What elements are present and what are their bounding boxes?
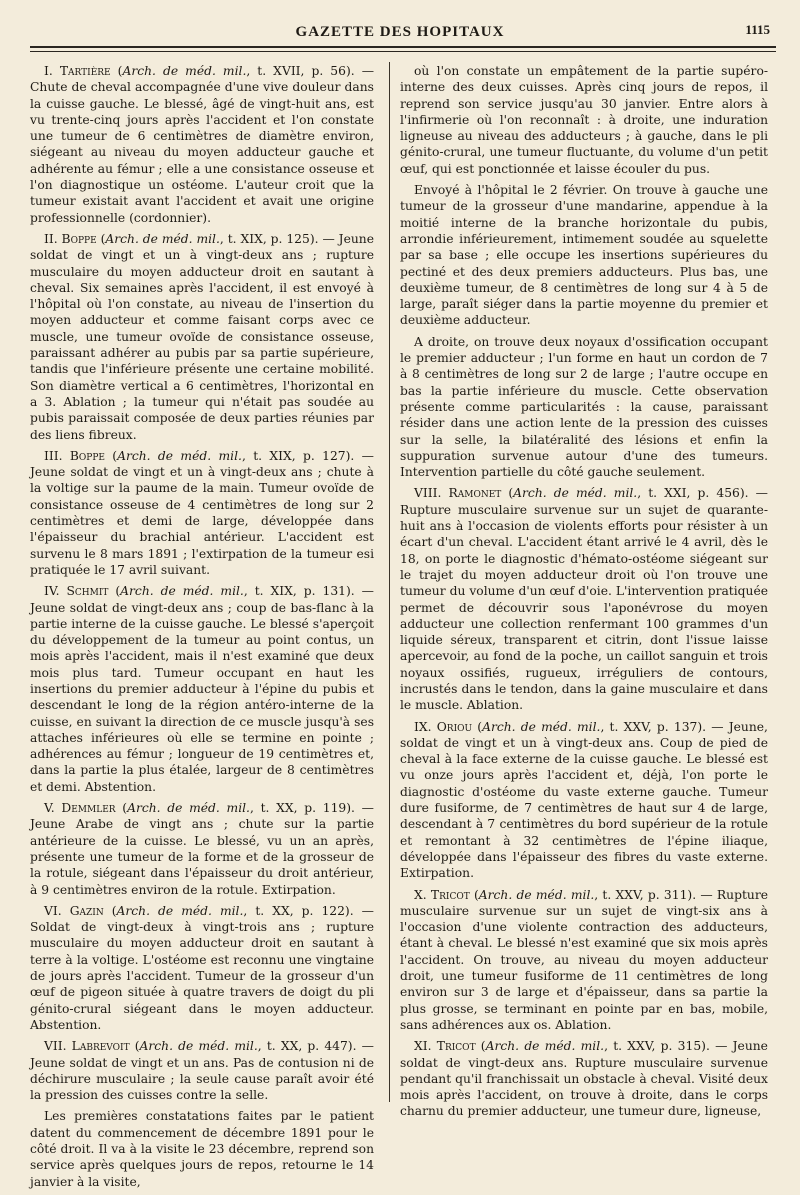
paragraph: IX. Oriou (Arch. de méd. mil., t. XXV, p. 137). — Jeune, soldat de vingt et un à vingt-deux ans. Coup de pied de cheval à la face externe de la cuisse gauche. Le blessé est vu onze jours après l'accident et, déjà, l'on porte le diagnostic d'ostéome du vaste externe gauche. Tumeur dure fusiforme, de 7 centimètres de haut sur 4 de large, descendant à 7 centimètres du bord supérieur de la rotule et remontant à 32 centimètres de l'épine iliaque, développée dans l'épaisseur des fibres du vaste externe. Extirpation.: [400, 719, 768, 881]
citation-volume: , t. XXI, p. 456).: [637, 486, 749, 501]
citation-volume: , t. XVII, p. 56).: [246, 64, 355, 78]
paragraph-text: Envoyé à l'hôpital le 2 février. On trouve à gauche une tumeur de la grosseur d'une mandarine, appendue à la moitié interne de la branche horizontale du pubis, arrondie inférieurement, intimement soudée au squelette par sa base ; elle occupe les insertions supérieures du pectiné et des deux premiers adducteurs. Plus bas, une deuxième tumeur, de 8 centimètres de long sur 4 à 5 de large, paraît siéger dans la partie moyenne du premier et deuxième adducteur.: [400, 183, 768, 328]
paragraph: XI. Tricot (Arch. de méd. mil., t. XXV, p. 315). — Jeune soldat de vingt-deux ans. Rupture musculaire survenue pendant qu'il franchissait un obstacle à cheval. Visité deux mois après l'accident, on trouve à droite, dans le corps charnu du premier adducteur, une tumeur dure, ligneuse,: [400, 1039, 768, 1119]
paragraph-text: — Rupture musculaire survenue sur un sujet de vingt-six ans à l'occasion d'une violente contraction des adducteurs, étant à cheval. Le blessé n'est examiné que six mois après l'accident. On trouve, au niveau du moyen adducteur droit, une tumeur fusiforme de 11 centimètres de long environ sur 3 de large et d'épaisseur, dans sa partie la plus grosse, se terminant en pointe par en bas, mobile, sans adhérences aux os. Ablation.: [400, 887, 768, 1032]
observation-number: IX.: [414, 719, 432, 734]
citation-source: Arch. de méd. mil.: [478, 887, 595, 902]
observation-number: VI.: [44, 903, 62, 918]
citation-source: Arch. de méd. mil.: [127, 801, 250, 816]
paragraph-text: — Jeune Arabe de vingt ans ; chute sur la partie antérieure de la cuisse. Le blessé, vu un an après, présente une tumeur de la forme et de la grosseur de la rotule, siégeant dans l'épaisseur du droit antérieur, à 9 centimètres environ de la rotule. Extirpation.: [30, 801, 374, 897]
observation-author: Demmler: [61, 801, 116, 816]
paragraph-text: — Jeune soldat de vingt-deux ans ; coup de bas-flanc à la partie interne de la cuisse gauche. Le blessé s'aperçoit du développement de la tumeur au point contus, un mois après l'accident, mais il n'est examiné que deux mois plus tard. Tumeur occupant en haut les insertions du premier adducteur à l'épine du pubis et descendant le long de la région antéro-interne de la cuisse, en suivant la direction de ce muscle jusqu'à ses attaches inférieures où elle se termine en pointe ; adhérences au fémur ; longueur de 19 centimètres et, dans la partie la plus étalée, largeur de 8 centimètres et demi. Abstention.: [30, 584, 374, 794]
paragraph-text: — Jeune, soldat de vingt et un à vingt-deux ans. Coup de pied de cheval à la face externe de la cuisse gauche. Le blessé est vu onze jours après l'accident et, déjà, l'on porte le diagnostic d'ostéome du vaste externe gauche. Tumeur dure fusiforme, de 7 centimètres de haut sur 4 de large, descendant à 7 centimètres du bord supérieur de la rotule et remontant à 32 centimètres de l'épine iliaque, développée dans l'épaisseur des fibres du vaste externe. Extirpation.: [400, 719, 768, 881]
left-column: [30, 63, 374, 1195]
citation-source: Arch. de méd. mil.: [513, 486, 638, 501]
citation-volume: , t. XIX, p. 131).: [243, 584, 355, 599]
paragraph-text: où l'on constate un empâtement de la partie supéro-interne des deux cuisses. Après cinq jours de repos, il reprend son service jusqu'au 30 janvier. Entre alors à l'infirmerie où l'on reconnaît : à droite, une induration ligneuse au niveau des adducteurs ; à gauche, dans le pli génito-crural, une tumeur fluctuante, du volume d'un petit œuf, qui est ponctionnée et laisse écouler du pus.: [400, 64, 768, 176]
observation-number: III.: [44, 448, 63, 463]
citation-volume: , t. XX, p. 447).: [257, 1039, 357, 1054]
paragraph: VI. Gazin (Arch. de méd. mil., t. XX, p. 122). — Soldat de vingt-deux à vingt-trois ans ; rupture musculaire du moyen adducteur droit en sautant à terre à la voltige. L'ostéome est reconnu une vingtaine de jours après l'accident. Tumeur de la grosseur d'un œuf de pigeon située à quatre travers de doigt du pli génito-crural siégeant dans le moyen adducteur. Abstention.: [30, 903, 374, 1032]
paragraph-text: — Jeune soldat de vingt-deux ans. Rupture musculaire survenue pendant qu'il franchissait un obstacle à cheval. Visité deux mois après l'accident, on trouve à droite, dans le corps charnu du premier adducteur, une tumeur dure, ligneuse,: [400, 1039, 768, 1119]
paragraph: [30, 1108, 374, 1189]
observation-author: Tricot: [430, 887, 470, 902]
paragraph: VII. Labrevoit (Arch. de méd. mil., t. XX, p. 447). — Jeune soldat de vingt et un ans. Pas de contusion ni de déchirure musculaire ; la seule cause paraît avoir été la pression des cuisses contre la selle.: [30, 1039, 374, 1103]
paragraph-text: — Rupture musculaire survenue sur un sujet de quarante-huit ans à l'occasion de violents efforts pour résister à un écart d'un cheval. L'accident étant arrivé le 4 avril, dès le 18, on porte le diagnostic d'hémato-ostéome siégeant sur le trajet du moyen adducteur droit où l'on trouve une tumeur du volume d'un œuf d'oie. L'intervention pratiquée permet de découvrir sous l'aponévrose du moyen adducteur une collection renfermant 100 grammes d'un liquide séreux, transparent et citrin, dont l'issue laisse apercevoir, au fond de la poche, un caillot sanguin et trois noyaux ossifiés, rugueux, irréguliers de contours, incrustés dans le tendon, dans la gaine musculaire et dans le muscle. Ablation.: [400, 486, 768, 713]
citation-volume: , t. XXV, p. 137).: [600, 719, 707, 734]
citation-source: Arch. de méd. mil.: [122, 64, 247, 78]
observation-number: II.: [44, 231, 58, 246]
citation-source: Arch. de méd. mil.: [485, 1039, 605, 1054]
paragraph: II. Boppe (Arch. de méd. mil., t. XIX, p. 125). — Jeune soldat de vingt et un à vingt-deux ans ; rupture musculaire du moyen adducteur droit en sautant à cheval. Six semaines après l'accident, il est envoyé à l'hôpital où l'on constate, au niveau de l'insertion du moyen adducteur et comme faisant corps avec ce muscle, une tumeur ovoïde de consistance osseuse, paraissant adhérer au pubis par sa partie supérieure, tandis que l'inférieure présente une certaine mobilité. Son diamètre vertical a 6 centimètres, l'horizontal en a 3. Ablation ; la tumeur qui n'était pas soudée au pubis paraissait composée de deux parties réunies par des liens fibreux.: [30, 231, 374, 442]
header-rule-thick: [30, 46, 776, 48]
observation-author: Labrevoit: [71, 1039, 130, 1054]
paragraph-text: — Jeune soldat de vingt et un à vingt-deux ans ; chute à la voltige sur la paume de la main. Tumeur ovoïde de consistance osseuse de 4 centimètres de long sur 2 centimètres et demi de large, développée dans l'épaisseur du brachial antérieur. L'accident est survenu le 8 mars 1891 ; l'extirpation de la tumeur esi pratiquée le 17 avril suivant.: [30, 448, 374, 577]
observation-number: IV.: [44, 584, 60, 599]
paragraph: VIII. Ramonet (Arch. de méd. mil., t. XXI, p. 456). — Rupture musculaire survenue sur un sujet de quarante-huit ans à l'occasion de violents efforts pour résister à un écart d'un cheval. L'accident étant arrivé le 4 avril, dès le 18, on porte le diagnostic d'hémato-ostéome siégeant sur le trajet du moyen adducteur droit où l'on trouve une tumeur du volume d'un œuf d'oie. L'intervention pratiquée permet de découvrir sous l'aponévrose du moyen adducteur une collection renfermant 100 grammes d'un liquide séreux, transparent et citrin, dont l'issue laisse apercevoir, au fond de la poche, un caillot sanguin et trois noyaux ossifiés, rugueux, irréguliers de contours, incrustés dans le tendon, dans la gaine musculaire et dans le muscle. Ablation.: [400, 486, 768, 713]
paragraph-text: — Chute de cheval accompagnée d'une vive douleur dans la cuisse gauche. Le blessé, âgé de vingt-huit ans, est vu trente-cinq jours après l'accident et l'on constate une tumeur de 6 centimètres de diamètre environ, siégeant au niveau du moyen adducteur gauche et adhérente au fémur ; elle a une consistance osseuse et l'on diagnostique un ostéome. L'auteur croit que la tumeur existait avant l'accident et avait une origine professionnelle (cordonnier).: [30, 64, 374, 225]
citation-volume: , t. XIX, p. 125).: [219, 231, 319, 246]
citation-volume: , t. XX, p. 119).: [249, 801, 355, 816]
observation-number: I.: [44, 64, 53, 78]
observation-author: Ramonet: [448, 486, 502, 501]
observation-number: V.: [44, 801, 55, 816]
paragraph: IV. Schmit (Arch. de méd. mil., t. XIX, p. 131). — Jeune soldat de vingt-deux ans ; coup de bas-flanc à la partie interne de la cuisse gauche. Le blessé s'aperçoit du développement de la tumeur au point contus, un mois après l'accident, mais il n'est examiné que deux mois plus tard. Tumeur occupant en haut les insertions du premier adducteur à l'épine du pubis et descendant le long de la région antéro-interne de la cuisse, en suivant la direction de ce muscle jusqu'à ses attaches inférieures où elle se termine en pointe ; adhérences au fémur ; longueur de 19 centimètres et, dans la partie la plus étalée, largeur de 8 centimètres et demi. Abstention.: [30, 584, 374, 794]
paragraph-text: Les premières constatations faites par le patient datent du commencement de décembre 1891 pour le côté droit. Il va à la visite le 23 décembre, reprend son service après quelques jours de repos, retourne le 14 janvier à la visite,: [30, 1109, 374, 1189]
observation-author: Tricot: [436, 1039, 476, 1054]
citation-volume: , t. XXV, p. 311).: [594, 887, 697, 902]
citation-volume: , t. XX, p. 122).: [243, 903, 354, 918]
citation-source: Arch. de méd. mil.: [120, 584, 244, 599]
observation-author: Oriou: [436, 719, 473, 734]
observation-number: X.: [414, 887, 427, 902]
observation-author: Schmit: [66, 584, 109, 599]
paragraph-text: — Soldat de vingt-deux à vingt-trois ans ; rupture musculaire du moyen adducteur droit en sautant à terre à la voltige. L'ostéome est reconnu une vingtaine de jours après l'accident. Tumeur de la grosseur d'un œuf de pigeon située à quatre travers de doigt du pli génito-crural siégeant dans le moyen adducteur. Abstention.: [30, 903, 374, 1032]
paragraph: V. Demmler (Arch. de méd. mil., t. XX, p. 119). — Jeune Arabe de vingt ans ; chute sur la partie antérieure de la cuisse. Le blessé, vu un an après, présente une tumeur de la forme et de la grosseur de la rotule, siégeant dans l'épaisseur du droit antérieur, à 9 centimètres environ de la rotule. Extirpation.: [30, 801, 374, 897]
paragraph: [400, 63, 768, 177]
observation-number: VIII.: [414, 486, 442, 501]
journal-title: GAZETTE DES HOPITAUX: [295, 24, 505, 40]
page-header: [30, 22, 770, 44]
citation-source: Arch. de méd. mil.: [139, 1039, 258, 1054]
observation-number: VII.: [44, 1039, 67, 1054]
paragraph: III. Boppe (Arch. de méd. mil., t. XIX, p. 127). — Jeune soldat de vingt et un à vingt-deux ans ; chute à la voltige sur la paume de la main. Tumeur ovoïde de consistance osseuse de 4 centimètres de long sur 2 centimètres et demi de large, développée dans l'épaisseur du brachial antérieur. L'accident est survenu le 8 mars 1891 ; l'extirpation de la tumeur esi pratiquée le 17 avril suivant.: [30, 448, 374, 577]
page-number: 1115: [745, 22, 770, 37]
paragraph-text: — Jeune soldat de vingt et un à vingt-deux ans ; rupture musculaire du moyen adducteur droit en sautant à cheval. Six semaines après l'accident, il est envoyé à l'hôpital où l'on constate, au niveau de l'insertion du moyen adducteur et comme faisant corps avec ce muscle, une tumeur ovoïde de consistance osseuse, paraissant adhérer au pubis par sa partie supérieure, tandis que l'inférieure présente une certaine mobilité. Son diamètre vertical a 6 centimètres, l'horizontal en a 3. Ablation ; la tumeur qui n'était pas soudée au pubis paraissait composée de deux parties réunies par des liens fibreux.: [30, 231, 374, 442]
observation-author: Gazin: [69, 903, 104, 918]
observation-author: Boppe: [69, 448, 105, 463]
paragraph-text: A droite, on trouve deux noyaux d'ossification occupant le premier adducteur ; l'un forme en haut un cordon de 7 à 8 centimètres de long sur 2 de large ; l'autre occupe en bas la partie inférieure du muscle. Cette observation présente comme particularités : la cause, paraissant résider dans une action lente de la pression des cuisses sur la selle, la bilatéralité des lésions et enfin la suppuration survenue autour d'une des tumeurs. Intervention partielle du côté gauche seulement.: [400, 334, 768, 480]
paragraph: [400, 182, 768, 329]
paragraph: X. Tricot (Arch. de méd. mil., t. XXV, p. 311). — Rupture musculaire survenue sur un sujet de vingt-six ans à l'occasion d'une violente contraction des adducteurs, étant à cheval. Le blessé n'est examiné que six mois après l'accident. On trouve, au niveau du moyen adducteur droit, une tumeur fusiforme de 11 centimètres de long environ sur 3 de large et d'épaisseur, dans sa partie la plus grosse, se terminant en pointe par en bas, mobile, sans adhérences aux os. Ablation.: [400, 887, 768, 1032]
paragraph-text: — Jeune soldat de vingt et un ans. Pas de contusion ni de déchirure musculaire ; la seule cause paraît avoir été la pression des cuisses contre la selle.: [30, 1039, 374, 1103]
citation-source: Arch. de méd. mil.: [482, 719, 601, 734]
right-column: [400, 63, 768, 1125]
citation-source: Arch. de méd. mil.: [117, 448, 242, 463]
column-divider: [389, 62, 390, 1102]
paragraph: [400, 334, 768, 481]
observation-author: Boppe: [61, 231, 97, 246]
citation-volume: , t. XXV, p. 315).: [604, 1039, 710, 1054]
citation-volume: , t. XIX, p. 127).: [241, 448, 355, 463]
observation-author: Tartière: [59, 64, 111, 78]
paragraph: I. Tartière (Arch. de méd. mil., t. XVII, p. 56). — Chute de cheval accompagnée d'une vive douleur dans la cuisse gauche. Le blessé, âgé de vingt-huit ans, est vu trente-cinq jours après l'accident et l'on constate une tumeur de 6 centimètres de diamètre environ, siégeant au niveau du moyen adducteur gauche et adhérente au fémur ; elle a une consistance osseuse et l'on diagnostique un ostéome. L'auteur croit que la tumeur existait avant l'accident et avait une origine professionnelle (cordonnier).: [30, 64, 374, 225]
header-rule-thin: [30, 51, 776, 52]
citation-source: Arch. de méd. mil.: [105, 231, 220, 246]
observation-number: XI.: [414, 1039, 432, 1054]
citation-source: Arch. de méd. mil.: [116, 903, 244, 918]
